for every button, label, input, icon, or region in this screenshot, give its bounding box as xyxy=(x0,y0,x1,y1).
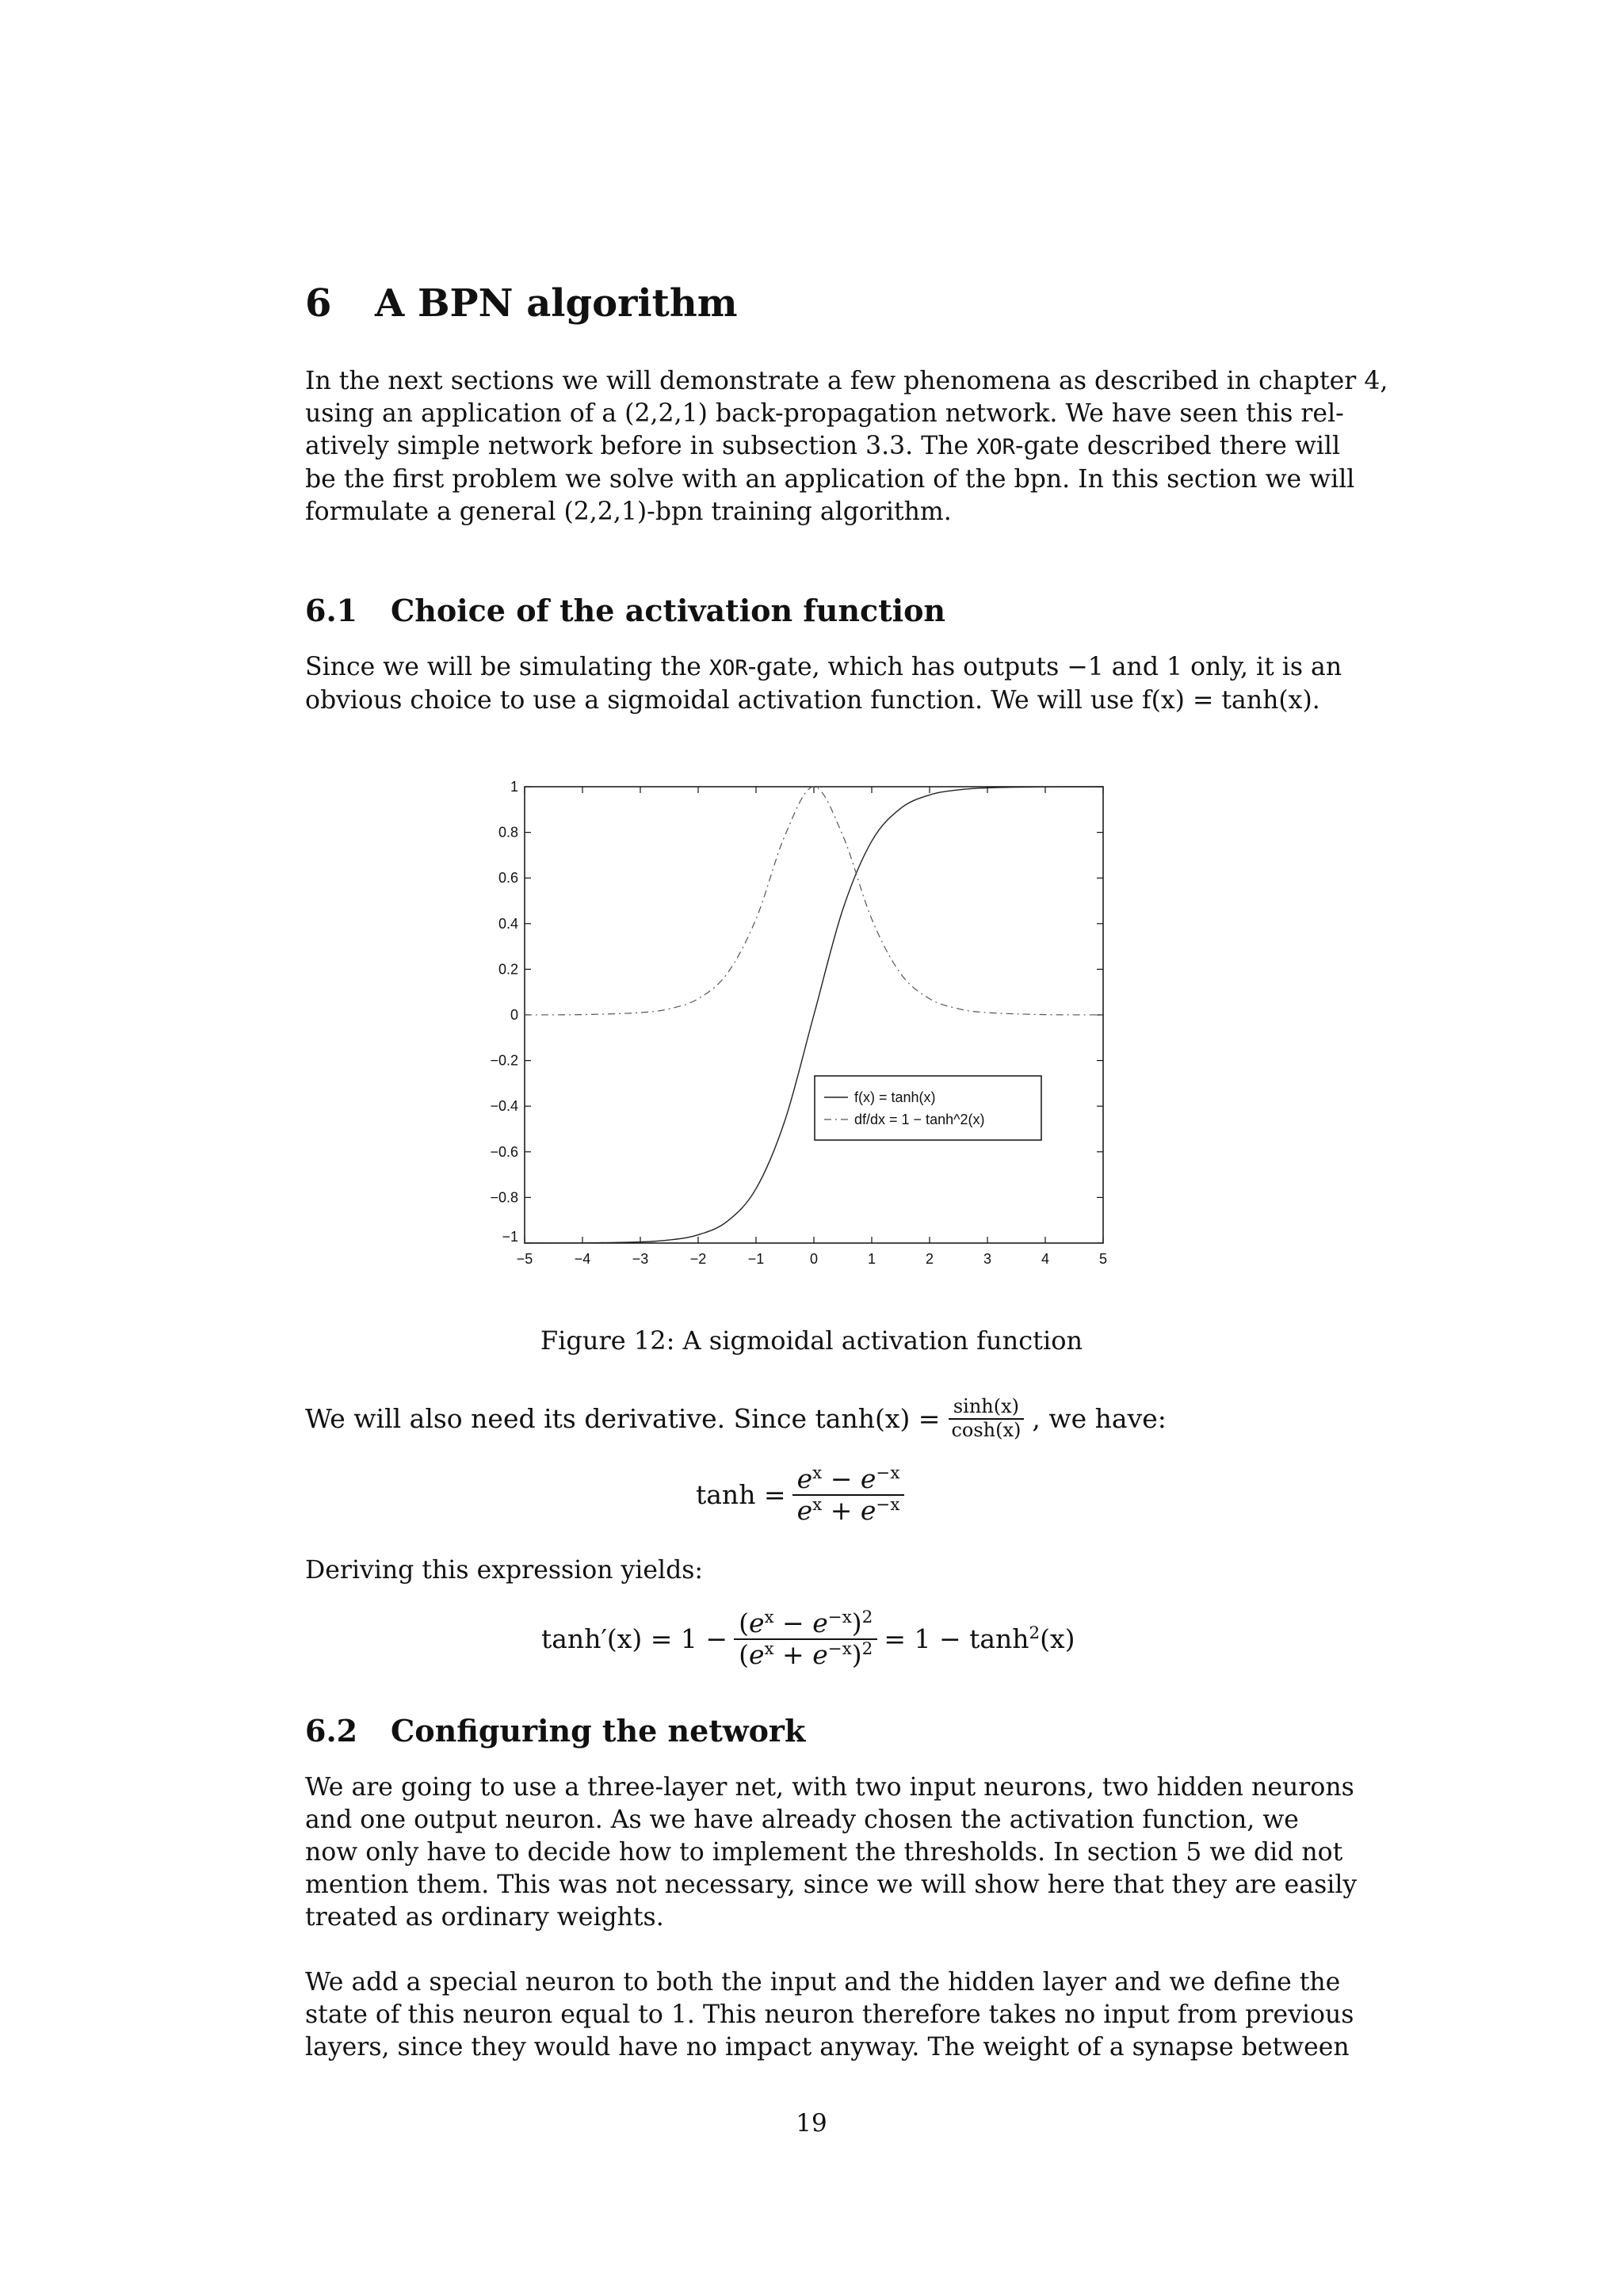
x-tick-label: 0 xyxy=(809,1251,819,1267)
intro-paragraph xyxy=(305,365,1388,528)
x-tick-label: −1 xyxy=(747,1251,765,1267)
paragraph-line: Deriving this expression yields: xyxy=(305,1556,704,1585)
paragraph-line: obvious choice to use a sigmoidal activation function. We will use f(x) = tanh(x). xyxy=(305,686,1320,715)
y-tick-label: 0.4 xyxy=(498,915,518,932)
paragraph-line: mention them. This was not necessary, since we will show here that they are easily xyxy=(305,1871,1358,1899)
subsection-number: 6.2 xyxy=(305,1713,358,1749)
legend xyxy=(815,1076,1041,1140)
fraction-numerator: sinh(x) xyxy=(949,1396,1024,1420)
derivative-intro-text: We will also need its derivative. Since tanh(x) = xyxy=(305,1403,941,1435)
x-tick-label: 3 xyxy=(983,1251,992,1267)
subsection-heading xyxy=(305,593,945,628)
threshold-paragraph xyxy=(305,1966,1354,2064)
paragraph-line: formulate a general (2,2,1)-bpn training algorithm. xyxy=(305,498,952,526)
y-tick-label: 0 xyxy=(510,1007,518,1023)
x-tick-label: 4 xyxy=(1041,1251,1050,1267)
derivative-intro xyxy=(305,1396,1167,1441)
fraction-denominator: $e^x + e^{-x}$ xyxy=(796,1494,900,1526)
paragraph-line: state of this neuron equal to 1. This neuron therefore takes no input from previous xyxy=(305,2000,1354,2029)
subsection-heading xyxy=(305,1713,805,1749)
sinh-cosh-fraction xyxy=(946,1396,1025,1441)
section-number: 6 xyxy=(305,281,332,326)
paragraph-line: and one output neuron. As we have already chosen the activation function, we xyxy=(305,1806,1299,1834)
y-tick-label: −0.6 xyxy=(490,1143,518,1160)
y-tick-label: 0.2 xyxy=(498,961,518,978)
y-tick-label: −1 xyxy=(502,1229,518,1245)
network-paragraph xyxy=(305,1772,1358,1934)
legend-label: df/dx = 1 − tanh^2(x) xyxy=(854,1112,985,1127)
subsection-title: Configuring the network xyxy=(391,1713,806,1749)
x-tick-label: 5 xyxy=(1098,1251,1108,1267)
equation-rhs: = $1 - \tanh^2(x)$ xyxy=(884,1623,1075,1655)
section-title: A BPN algorithm xyxy=(375,281,738,326)
paragraph-line: In the next sections we will demonstrate a few phenomena as described in chapter 4, xyxy=(305,367,1388,395)
x-tick-label: −5 xyxy=(516,1251,533,1267)
y-tick-label: 1 xyxy=(510,779,518,795)
section-heading xyxy=(305,281,738,326)
fraction-numerator: $(e^x - e^{-x})^2$ xyxy=(734,1608,877,1640)
subsection-title: Choice of the activation function xyxy=(391,593,946,628)
x-tick-label: −2 xyxy=(689,1251,707,1267)
paragraph-line: atively simple network before in subsection 3.3. The XOR-gate described there will xyxy=(305,432,1341,460)
tanh-equation xyxy=(696,1464,911,1526)
fraction-numerator: $e^x - e^{-x}$ xyxy=(792,1464,905,1496)
legend-label: f(x) = tanh(x) xyxy=(854,1089,936,1105)
paragraph-line: We are going to use a three-layer net, with two input neurons, two hidden neurons xyxy=(305,1773,1354,1802)
paragraph-line: Since we will be simulating the XOR-gate, which has outputs −1 and 1 only, it is an xyxy=(305,653,1342,681)
paragraph-line: layers, since they would have no impact anyway. The weight of a synapse between xyxy=(305,2033,1350,2061)
fraction-denominator: cosh(x) xyxy=(951,1418,1022,1441)
page-number: 19 xyxy=(796,2109,827,2138)
axis-ticks xyxy=(490,779,1107,1267)
series-line-derivative xyxy=(525,787,1103,1015)
chart-series xyxy=(525,787,1103,1243)
y-tick-label: −0.2 xyxy=(490,1052,518,1069)
paragraph-line: now only have to decide how to implement the thresholds. In section 5 we did not xyxy=(305,1838,1343,1867)
activation-chart xyxy=(475,772,1125,1280)
y-tick-label: −0.4 xyxy=(490,1098,518,1115)
equation-lhs: tanh = xyxy=(696,1479,786,1511)
paragraph-line: using an application of a (2,2,1) back-propagation network. We have seen this rel- xyxy=(305,399,1344,428)
x-tick-label: −3 xyxy=(632,1251,649,1267)
x-tick-label: −4 xyxy=(574,1251,591,1267)
derivative-intro-after: , we have: xyxy=(1032,1403,1167,1435)
equation-lhs: tanh′(x) = 1 − xyxy=(541,1623,728,1655)
paragraph-line: We add a special neuron to both the input and the hidden layer and we define the xyxy=(305,1968,1341,1997)
y-tick-label: 0.6 xyxy=(498,870,518,887)
paragraph-line: be the first problem we solve with an application of the bpn. In this section we will xyxy=(305,465,1355,494)
y-tick-label: 0.8 xyxy=(498,824,518,841)
x-tick-label: 1 xyxy=(867,1251,876,1267)
series-line-tanh xyxy=(525,787,1103,1243)
fraction-denominator: $(e^x + e^{-x})^2$ xyxy=(739,1638,873,1670)
paragraph-line: treated as ordinary weights. xyxy=(305,1903,664,1932)
legend-box xyxy=(815,1076,1041,1140)
x-tick-label: 2 xyxy=(925,1251,934,1267)
y-tick-label: −0.8 xyxy=(490,1189,518,1206)
subsection-number: 6.1 xyxy=(305,593,358,628)
activation-paragraph xyxy=(305,651,1342,717)
deriving-paragraph xyxy=(305,1554,1296,1587)
equation-fraction xyxy=(734,1608,877,1670)
equation-fraction xyxy=(792,1464,905,1526)
figure-caption: Figure 12: A sigmoidal activation function xyxy=(540,1325,1083,1356)
derivative-equation xyxy=(541,1608,1075,1670)
